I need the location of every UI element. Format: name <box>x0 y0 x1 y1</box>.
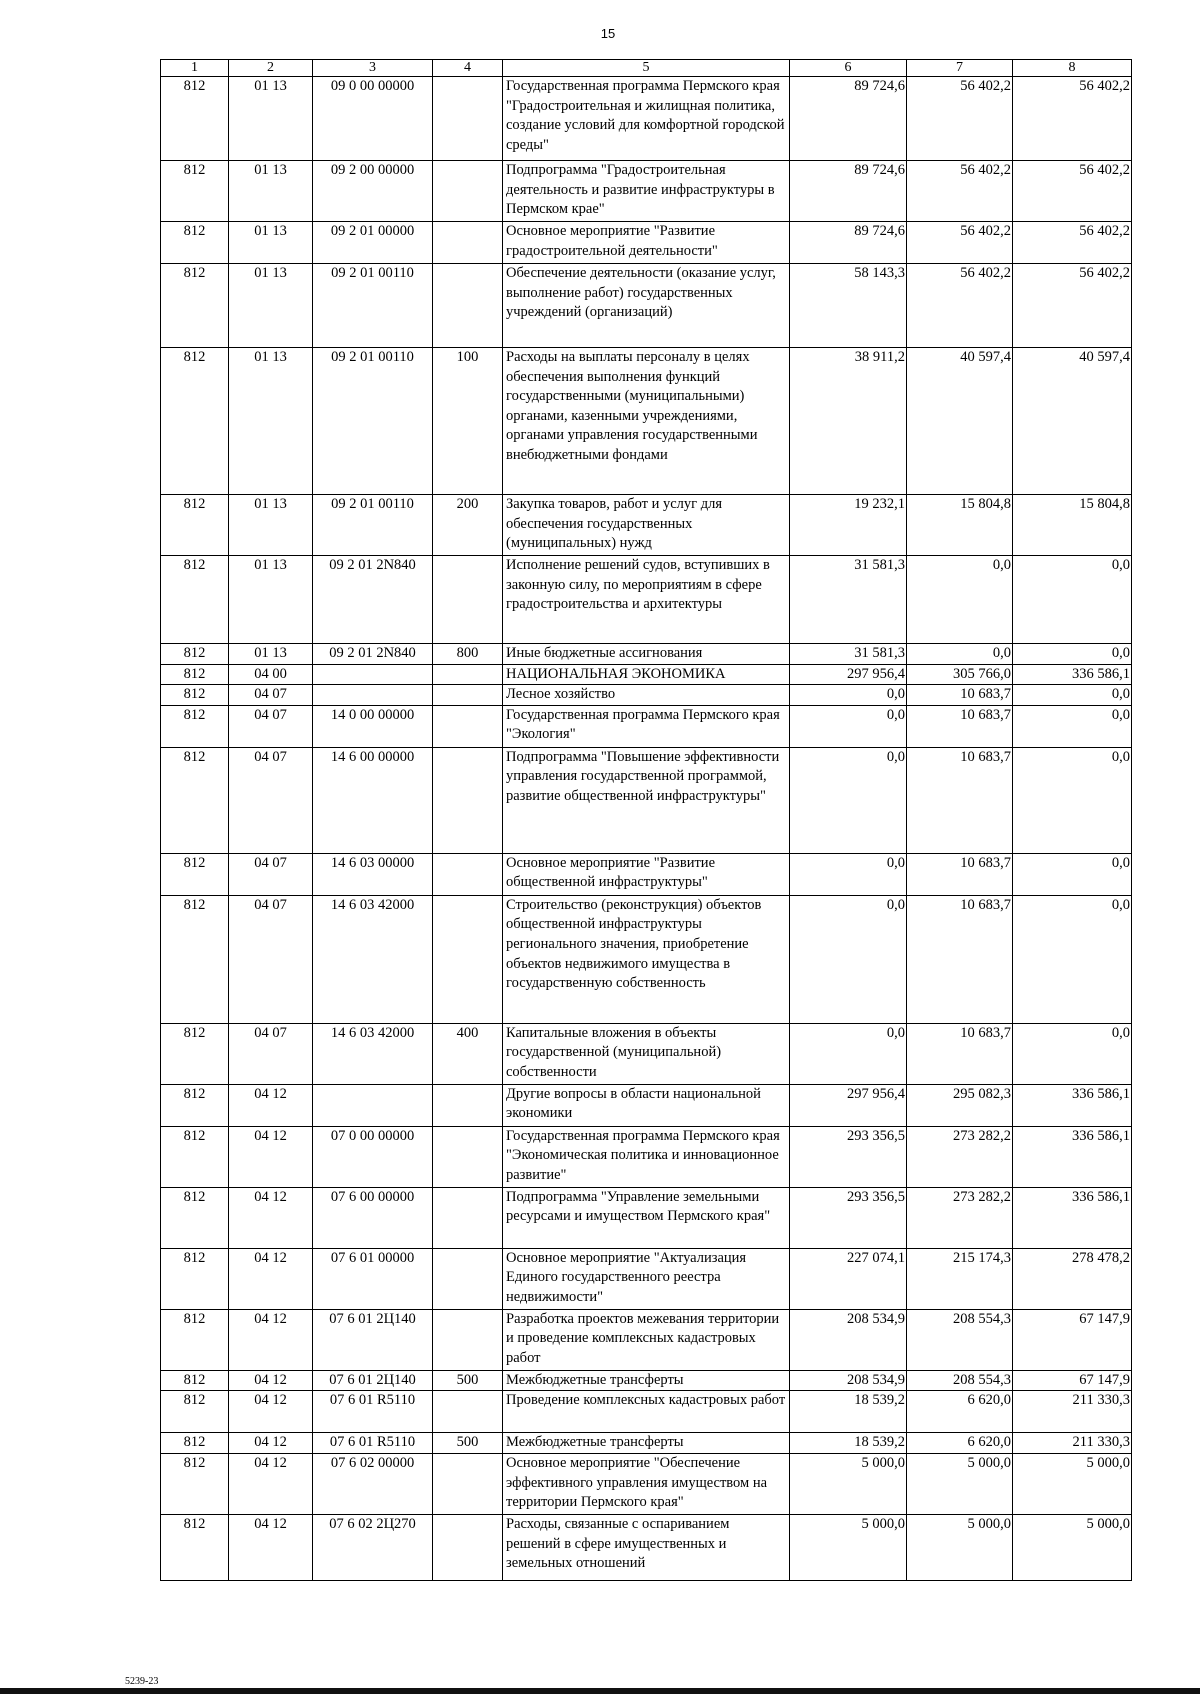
scan-edge-bar <box>0 1688 1200 1694</box>
cell-amount-col6: 0,0 <box>790 705 907 747</box>
cell-section: 04 07 <box>229 705 313 747</box>
table-row <box>161 644 1132 665</box>
cell-section: 04 12 <box>229 1309 313 1370</box>
cell-amount-col6: 31 581,3 <box>790 644 907 665</box>
cell-amount-col8: 336 586,1 <box>1013 1126 1132 1187</box>
cell-amount-col6: 297 956,4 <box>790 664 907 685</box>
cell-expense-type <box>433 222 503 264</box>
table-row <box>161 895 1132 1023</box>
cell-amount-col7: 305 766,0 <box>907 664 1013 685</box>
table-header-row <box>161 60 1132 77</box>
cell-expense-type <box>433 1309 503 1370</box>
cell-chapter: 812 <box>161 495 229 556</box>
table-body <box>161 77 1132 1581</box>
table-row <box>161 556 1132 644</box>
cell-name: НАЦИОНАЛЬНАЯ ЭКОНОМИКА <box>503 664 790 685</box>
table-row <box>161 1453 1132 1514</box>
cell-amount-col6: 89 724,6 <box>790 161 907 222</box>
cell-amount-col8: 0,0 <box>1013 705 1132 747</box>
cell-name: Государственная программа Пермского края "Экономическая политика и инновационное развитие" <box>503 1126 790 1187</box>
cell-section: 04 07 <box>229 747 313 853</box>
cell-amount-col7: 56 402,2 <box>907 222 1013 264</box>
cell-amount-col7: 6 620,0 <box>907 1391 1013 1433</box>
table-row <box>161 161 1132 222</box>
table-row <box>161 747 1132 853</box>
cell-name: Основное мероприятие "Актуализация Единого государственного реестра недвижимости" <box>503 1248 790 1309</box>
cell-section: 04 07 <box>229 685 313 706</box>
cell-target-article <box>313 1084 433 1126</box>
cell-expense-type <box>433 77 503 161</box>
cell-section: 01 13 <box>229 77 313 161</box>
cell-expense-type: 400 <box>433 1023 503 1084</box>
cell-chapter: 812 <box>161 895 229 1023</box>
cell-amount-col7: 0,0 <box>907 556 1013 644</box>
cell-name: Подпрограмма "Повышение эффективности управления государственной программой, развитие общественной инфраструктуры" <box>503 747 790 853</box>
cell-chapter: 812 <box>161 1433 229 1454</box>
cell-name: Другие вопросы в области национальной экономики <box>503 1084 790 1126</box>
table-row <box>161 664 1132 685</box>
cell-name: Основное мероприятие "Развитие градостроительной деятельности" <box>503 222 790 264</box>
cell-name: Государственная программа Пермского края "Градостроительная и жилищная политика, создание условий для комфортной городской среды" <box>503 77 790 161</box>
cell-amount-col7: 273 282,2 <box>907 1187 1013 1248</box>
table-row <box>161 685 1132 706</box>
cell-amount-col6: 0,0 <box>790 895 907 1023</box>
cell-amount-col8: 0,0 <box>1013 556 1132 644</box>
cell-target-article: 14 0 00 00000 <box>313 705 433 747</box>
budget-table-container <box>160 59 1131 1581</box>
cell-amount-col7: 10 683,7 <box>907 853 1013 895</box>
cell-chapter: 812 <box>161 1023 229 1084</box>
cell-amount-col8: 0,0 <box>1013 895 1132 1023</box>
cell-amount-col7: 5 000,0 <box>907 1514 1013 1580</box>
cell-amount-col7: 15 804,8 <box>907 495 1013 556</box>
cell-expense-type <box>433 1514 503 1580</box>
cell-name: Иные бюджетные ассигнования <box>503 644 790 665</box>
cell-amount-col7: 10 683,7 <box>907 705 1013 747</box>
column-header: 7 <box>907 60 1013 77</box>
cell-amount-col6: 0,0 <box>790 685 907 706</box>
cell-expense-type <box>433 685 503 706</box>
column-header: 8 <box>1013 60 1132 77</box>
cell-amount-col6: 297 956,4 <box>790 1084 907 1126</box>
column-header: 3 <box>313 60 433 77</box>
cell-chapter: 812 <box>161 556 229 644</box>
cell-amount-col8: 0,0 <box>1013 853 1132 895</box>
cell-amount-col7: 215 174,3 <box>907 1248 1013 1309</box>
column-header: 2 <box>229 60 313 77</box>
cell-expense-type <box>433 1187 503 1248</box>
cell-target-article: 07 0 00 00000 <box>313 1126 433 1187</box>
cell-amount-col8: 211 330,3 <box>1013 1433 1132 1454</box>
cell-amount-col8: 211 330,3 <box>1013 1391 1132 1433</box>
cell-chapter: 812 <box>161 1309 229 1370</box>
cell-expense-type: 100 <box>433 348 503 495</box>
cell-name: Разработка проектов межевания территории и проведение комплексных кадастровых работ <box>503 1309 790 1370</box>
cell-expense-type <box>433 556 503 644</box>
cell-target-article: 07 6 02 2Ц270 <box>313 1514 433 1580</box>
cell-amount-col8: 67 147,9 <box>1013 1370 1132 1391</box>
column-header: 4 <box>433 60 503 77</box>
cell-amount-col8: 0,0 <box>1013 747 1132 853</box>
cell-amount-col8: 5 000,0 <box>1013 1514 1132 1580</box>
cell-section: 01 13 <box>229 556 313 644</box>
cell-expense-type <box>433 895 503 1023</box>
cell-amount-col6: 31 581,3 <box>790 556 907 644</box>
table-row <box>161 1391 1132 1433</box>
cell-amount-col6: 227 074,1 <box>790 1248 907 1309</box>
column-header: 1 <box>161 60 229 77</box>
cell-expense-type <box>433 747 503 853</box>
table-row <box>161 1514 1132 1580</box>
cell-amount-col6: 0,0 <box>790 1023 907 1084</box>
cell-amount-col8: 5 000,0 <box>1013 1453 1132 1514</box>
cell-amount-col7: 0,0 <box>907 644 1013 665</box>
cell-name: Межбюджетные трансферты <box>503 1370 790 1391</box>
cell-target-article <box>313 664 433 685</box>
cell-amount-col8: 40 597,4 <box>1013 348 1132 495</box>
cell-section: 01 13 <box>229 264 313 348</box>
cell-chapter: 812 <box>161 664 229 685</box>
cell-amount-col8: 0,0 <box>1013 1023 1132 1084</box>
table-row <box>161 1433 1132 1454</box>
cell-target-article: 14 6 03 42000 <box>313 895 433 1023</box>
cell-name: Основное мероприятие "Развитие общественной инфраструктуры" <box>503 853 790 895</box>
cell-amount-col7: 56 402,2 <box>907 161 1013 222</box>
cell-section: 01 13 <box>229 161 313 222</box>
cell-target-article: 09 2 01 2N840 <box>313 644 433 665</box>
cell-amount-col8: 15 804,8 <box>1013 495 1132 556</box>
cell-target-article: 09 0 00 00000 <box>313 77 433 161</box>
cell-target-article: 09 2 01 00000 <box>313 222 433 264</box>
cell-chapter: 812 <box>161 1248 229 1309</box>
cell-amount-col6: 0,0 <box>790 853 907 895</box>
cell-chapter: 812 <box>161 853 229 895</box>
cell-target-article: 09 2 00 00000 <box>313 161 433 222</box>
table-row <box>161 705 1132 747</box>
cell-amount-col7: 10 683,7 <box>907 685 1013 706</box>
cell-name: Основное мероприятие "Обеспечение эффективного управления имуществом на территории Пермского края" <box>503 1453 790 1514</box>
cell-chapter: 812 <box>161 1391 229 1433</box>
cell-amount-col6: 18 539,2 <box>790 1391 907 1433</box>
cell-name: Лесное хозяйство <box>503 685 790 706</box>
cell-expense-type <box>433 1453 503 1514</box>
cell-expense-type <box>433 1248 503 1309</box>
table-row <box>161 1023 1132 1084</box>
cell-amount-col8: 56 402,2 <box>1013 222 1132 264</box>
cell-target-article: 07 6 00 00000 <box>313 1187 433 1248</box>
cell-amount-col7: 40 597,4 <box>907 348 1013 495</box>
cell-chapter: 812 <box>161 1126 229 1187</box>
table-row <box>161 77 1132 161</box>
cell-amount-col7: 56 402,2 <box>907 264 1013 348</box>
cell-amount-col7: 10 683,7 <box>907 1023 1013 1084</box>
cell-expense-type: 500 <box>433 1433 503 1454</box>
cell-expense-type <box>433 664 503 685</box>
table-row <box>161 1248 1132 1309</box>
cell-name: Строительство (реконструкция) объектов общественной инфраструктуры регионального значения, приобретение объектов недвижимого имущества в государственную собственность <box>503 895 790 1023</box>
cell-target-article: 07 6 01 R5110 <box>313 1391 433 1433</box>
cell-name: Подпрограмма "Градостроительная деятельность и развитие инфраструктуры в Пермском крае" <box>503 161 790 222</box>
cell-section: 04 00 <box>229 664 313 685</box>
cell-chapter: 812 <box>161 348 229 495</box>
table-row <box>161 264 1132 348</box>
cell-amount-col8: 0,0 <box>1013 685 1132 706</box>
cell-amount-col6: 89 724,6 <box>790 77 907 161</box>
cell-section: 04 12 <box>229 1370 313 1391</box>
cell-chapter: 812 <box>161 222 229 264</box>
cell-amount-col7: 208 554,3 <box>907 1370 1013 1391</box>
cell-section: 04 12 <box>229 1514 313 1580</box>
budget-table <box>160 59 1132 1581</box>
table-row <box>161 853 1132 895</box>
cell-amount-col6: 208 534,9 <box>790 1309 907 1370</box>
cell-amount-col8: 278 478,2 <box>1013 1248 1132 1309</box>
page-number: 15 <box>600 26 616 41</box>
cell-amount-col8: 336 586,1 <box>1013 1084 1132 1126</box>
cell-chapter: 812 <box>161 685 229 706</box>
table-row <box>161 1309 1132 1370</box>
cell-amount-col6: 19 232,1 <box>790 495 907 556</box>
cell-expense-type <box>433 1126 503 1187</box>
cell-chapter: 812 <box>161 1370 229 1391</box>
cell-target-article: 09 2 01 2N840 <box>313 556 433 644</box>
cell-target-article: 09 2 01 00110 <box>313 495 433 556</box>
cell-chapter: 812 <box>161 644 229 665</box>
cell-amount-col8: 56 402,2 <box>1013 77 1132 161</box>
cell-expense-type: 800 <box>433 644 503 665</box>
cell-section: 04 07 <box>229 853 313 895</box>
cell-section: 01 13 <box>229 644 313 665</box>
cell-target-article: 07 6 01 00000 <box>313 1248 433 1309</box>
cell-chapter: 812 <box>161 1514 229 1580</box>
cell-target-article: 07 6 01 R5110 <box>313 1433 433 1454</box>
cell-target-article: 07 6 01 2Ц140 <box>313 1370 433 1391</box>
cell-amount-col7: 295 082,3 <box>907 1084 1013 1126</box>
cell-section: 04 07 <box>229 895 313 1023</box>
cell-name: Проведение комплексных кадастровых работ <box>503 1391 790 1433</box>
cell-amount-col7: 273 282,2 <box>907 1126 1013 1187</box>
cell-chapter: 812 <box>161 1187 229 1248</box>
cell-amount-col7: 208 554,3 <box>907 1309 1013 1370</box>
cell-section: 04 12 <box>229 1391 313 1433</box>
cell-amount-col8: 0,0 <box>1013 644 1132 665</box>
cell-chapter: 812 <box>161 77 229 161</box>
table-row <box>161 222 1132 264</box>
cell-chapter: 812 <box>161 161 229 222</box>
cell-name: Исполнение решений судов, вступивших в законную силу, по мероприятиям в сфере градостроительства и архитектуры <box>503 556 790 644</box>
cell-expense-type <box>433 161 503 222</box>
table-row <box>161 1370 1132 1391</box>
cell-amount-col7: 10 683,7 <box>907 895 1013 1023</box>
cell-amount-col6: 293 356,5 <box>790 1187 907 1248</box>
cell-expense-type: 500 <box>433 1370 503 1391</box>
cell-amount-col6: 208 534,9 <box>790 1370 907 1391</box>
cell-name: Расходы, связанные с оспариванием решений в сфере имущественных и земельных отношений <box>503 1514 790 1580</box>
column-header: 6 <box>790 60 907 77</box>
cell-amount-col8: 336 586,1 <box>1013 664 1132 685</box>
cell-section: 04 12 <box>229 1453 313 1514</box>
cell-name: Обеспечение деятельности (оказание услуг, выполнение работ) государственных учреждений (организаций) <box>503 264 790 348</box>
cell-amount-col8: 56 402,2 <box>1013 161 1132 222</box>
cell-amount-col6: 58 143,3 <box>790 264 907 348</box>
cell-target-article: 07 6 02 00000 <box>313 1453 433 1514</box>
cell-name: Капитальные вложения в объекты государственной (муниципальной) собственности <box>503 1023 790 1084</box>
cell-expense-type <box>433 853 503 895</box>
cell-section: 04 07 <box>229 1023 313 1084</box>
cell-amount-col6: 5 000,0 <box>790 1453 907 1514</box>
cell-section: 01 13 <box>229 348 313 495</box>
cell-amount-col8: 56 402,2 <box>1013 264 1132 348</box>
cell-name: Расходы на выплаты персоналу в целях обеспечения выполнения функций государственными (муниципальными) органами, казенными учреждениями, органами управления государственными внебюджетными фондами <box>503 348 790 495</box>
cell-section: 04 12 <box>229 1187 313 1248</box>
cell-chapter: 812 <box>161 747 229 853</box>
cell-section: 04 12 <box>229 1433 313 1454</box>
cell-amount-col6: 18 539,2 <box>790 1433 907 1454</box>
cell-amount-col6: 38 911,2 <box>790 348 907 495</box>
document-code: 5239-23 <box>125 1676 159 1687</box>
cell-amount-col7: 5 000,0 <box>907 1453 1013 1514</box>
cell-section: 01 13 <box>229 222 313 264</box>
cell-amount-col6: 89 724,6 <box>790 222 907 264</box>
table-row <box>161 1084 1132 1126</box>
table-row <box>161 495 1132 556</box>
cell-target-article: 14 6 03 00000 <box>313 853 433 895</box>
cell-expense-type <box>433 1084 503 1126</box>
cell-chapter: 812 <box>161 705 229 747</box>
cell-chapter: 812 <box>161 1453 229 1514</box>
cell-amount-col6: 5 000,0 <box>790 1514 907 1580</box>
cell-amount-col6: 293 356,5 <box>790 1126 907 1187</box>
cell-amount-col6: 0,0 <box>790 747 907 853</box>
cell-amount-col7: 56 402,2 <box>907 77 1013 161</box>
cell-section: 01 13 <box>229 495 313 556</box>
table-row <box>161 1187 1132 1248</box>
cell-amount-col7: 10 683,7 <box>907 747 1013 853</box>
cell-chapter: 812 <box>161 1084 229 1126</box>
cell-target-article <box>313 685 433 706</box>
cell-amount-col7: 6 620,0 <box>907 1433 1013 1454</box>
column-header: 5 <box>503 60 790 77</box>
table-row <box>161 1126 1132 1187</box>
cell-amount-col8: 67 147,9 <box>1013 1309 1132 1370</box>
cell-target-article: 14 6 00 00000 <box>313 747 433 853</box>
cell-expense-type <box>433 705 503 747</box>
cell-name: Закупка товаров, работ и услуг для обеспечения государственных (муниципальных) нужд <box>503 495 790 556</box>
cell-target-article: 09 2 01 00110 <box>313 264 433 348</box>
cell-name: Государственная программа Пермского края "Экология" <box>503 705 790 747</box>
cell-target-article: 09 2 01 00110 <box>313 348 433 495</box>
cell-expense-type <box>433 264 503 348</box>
cell-expense-type <box>433 1391 503 1433</box>
cell-target-article: 07 6 01 2Ц140 <box>313 1309 433 1370</box>
cell-amount-col8: 336 586,1 <box>1013 1187 1132 1248</box>
cell-name: Межбюджетные трансферты <box>503 1433 790 1454</box>
cell-expense-type: 200 <box>433 495 503 556</box>
cell-name: Подпрограмма "Управление земельными ресурсами и имуществом Пермского края" <box>503 1187 790 1248</box>
cell-section: 04 12 <box>229 1248 313 1309</box>
cell-chapter: 812 <box>161 264 229 348</box>
cell-section: 04 12 <box>229 1084 313 1126</box>
table-row <box>161 348 1132 495</box>
cell-target-article: 14 6 03 42000 <box>313 1023 433 1084</box>
cell-section: 04 12 <box>229 1126 313 1187</box>
